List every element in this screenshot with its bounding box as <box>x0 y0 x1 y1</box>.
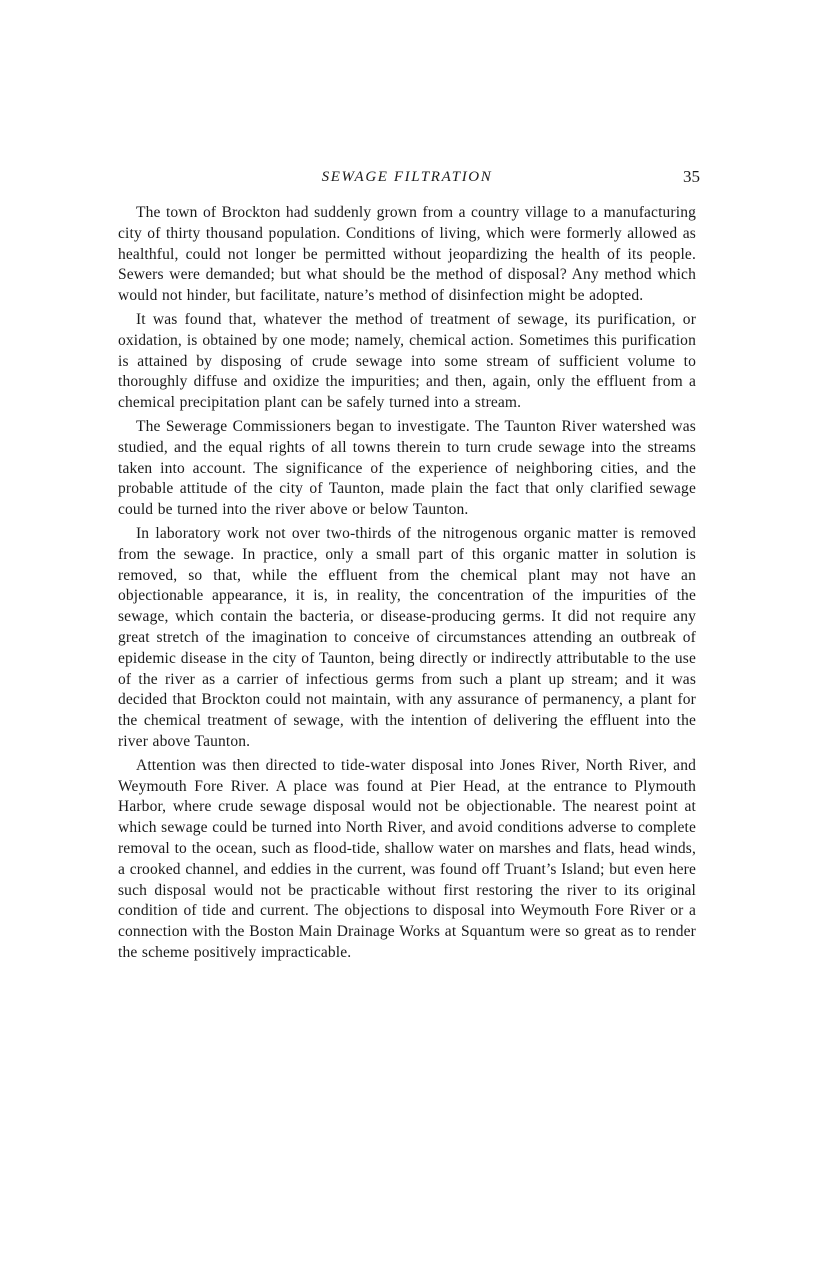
paragraph-laboratory-work: In laboratory work not over two-thirds of the nitrogenous organic matter is removed from the sewage. In practice, only a small part of this organic matter in solution is removed, so that, while the effluent from the chemical plant may not have an objectionable appearance, it is, in reality, the concentration of the impurities of the sewage, which contain the bacteria, or disease-producing germs. It did not require any great stretch of the imagination to conceive of circumstances attending an outbreak of epidemic disease in the city of Taunton, being directly or indirectly attributable to the use of the river as a carrier of infectious germs from such a plant up stream; and it was decided that Brockton could not maintain, with any assurance of permanency, a plant for the chemical treatment of sewage, with the intention of delivering the effluent into the river above Taunton. <box>118 524 696 750</box>
paragraph-purification: It was found that, whatever the method of treatment of sewage, its purification, or oxidation, is obtained by one mode; namely, chemical action. Sometimes this purification is attained by disposing of crude sewage into some stream of sufficient volume to thoroughly diffuse and oxidize the impurities; and then, again, only the effluent from a chemical precipitation plant can be safely turned into a stream. <box>118 310 696 412</box>
paragraph-tide-water-disposal: Attention was then directed to tide-water disposal into Jones River, North River, and Weymouth Fore River. A place was found at Pier Head, at the entrance to Plymouth Harbor, where crude sewage disposal would not be objectionable. The nearest point at which sewage could be turned into North River, and avoid conditions adverse to complete removal to the ocean, such as flood-tide, shallow water on marshes and flats, head winds, a crooked channel, and eddies in the current, was found off Truant’s Island; but even here such disposal would not be practicable without first restoring the river to its original condition of tide and current. The objections to disposal into Weymouth Fore River or a connection with the Boston Main Drainage Works at Squantum were so great as to render the scheme positively impracticable. <box>118 756 696 961</box>
text-body <box>118 203 696 964</box>
paragraph-commissioners: The Sewerage Commissioners began to investigate. The Taunton River watershed was studied, and the equal rights of all towns therein to turn crude sewage into the streams taken into account. The significance of the experience of neighboring cities, and the probable attitude of the city of Taunton, made plain the fact that only clarified sewage could be turned into the river above or below Taunton. <box>118 417 696 519</box>
page-number: 35 <box>683 167 700 186</box>
running-title: SEWAGE FILTRATION <box>321 169 493 185</box>
book-page <box>118 166 700 967</box>
running-head <box>118 166 700 192</box>
paragraph-brockton-growth: The town of Brockton had suddenly grown from a country village to a manufacturing city of thirty thousand population. Conditions of living, which were formerly allowed as healthful, could not longer be permitted without jeopardizing the health of its people. Sewers were demanded; but what should be the method of disposal? Any method which would not hinder, but facilitate, nature’s method of disinfection might be adopted. <box>118 204 696 305</box>
